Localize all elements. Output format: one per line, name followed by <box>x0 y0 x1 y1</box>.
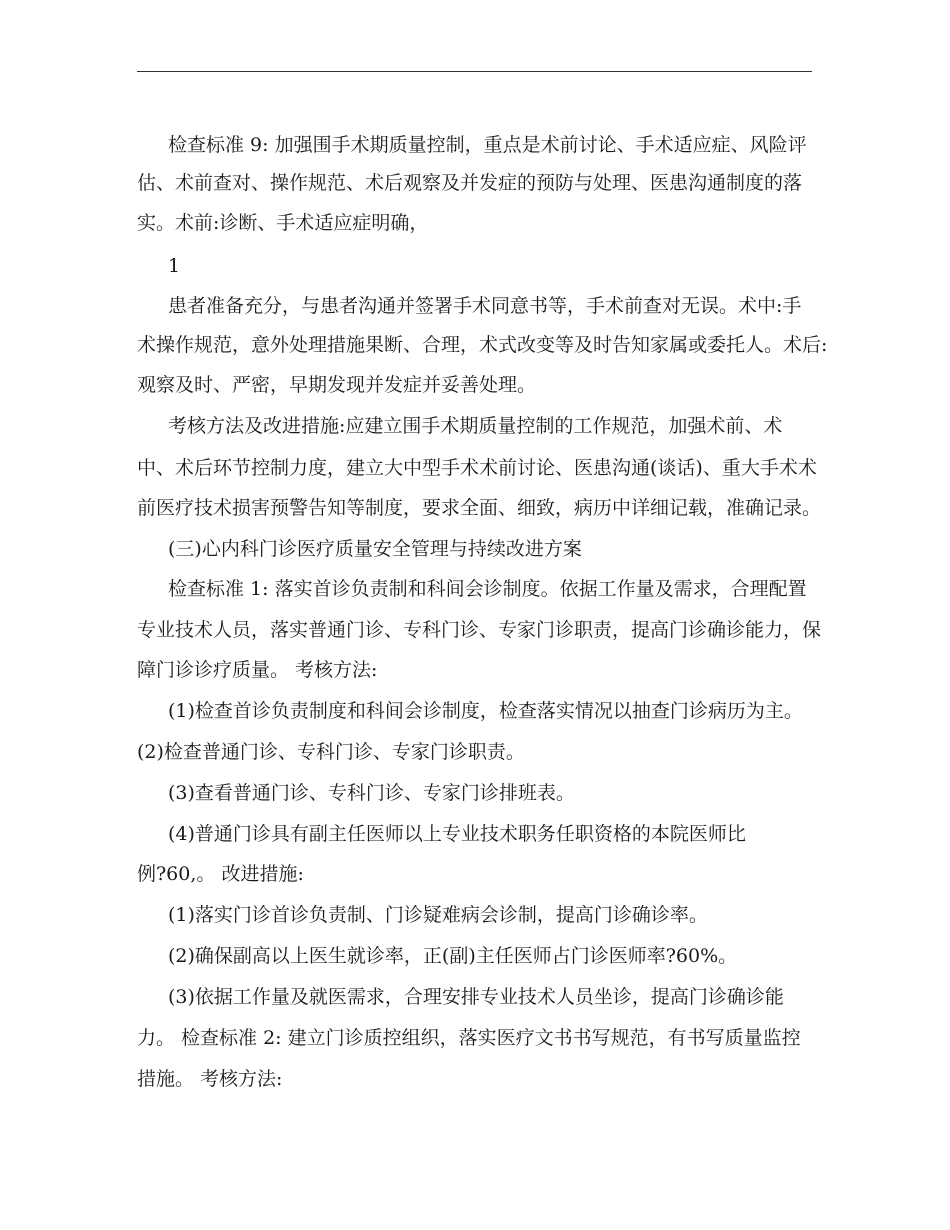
text-line: 专业技术人员，落实普通门诊、专科门诊、专家门诊职责，提高门诊确诊能力，保 <box>137 619 822 641</box>
text-line: 前医疗技术损害预警告知等制度，要求全面、细致，病历中详细记载，准确记录。 <box>137 497 822 519</box>
list-item: (3)查看普通门诊、专科门诊、专家门诊排班表。 <box>168 782 575 804</box>
text-line: 例?60,。 改进措施: <box>137 863 304 885</box>
text-line: 估、术前查对、操作规范、术后观察及并发症的预防与处理、医患沟通制度的落 <box>137 172 803 194</box>
text-line: 患者准备充分，与患者沟通并签署手术同意书等，手术前查对无误。术中:手 <box>168 295 802 317</box>
text-line: 检查标准 1: 落实首诊负责制和科间会诊制度。依据工作量及需求，合理配置 <box>168 578 807 600</box>
text-line: 中、术后环节控制力度，建立大中型手术术前讨论、医患沟通(谈话)、重大手术术 <box>137 457 817 479</box>
list-item: (1)落实门诊首诊负责制、门诊疑难病会诊制，提高门诊确诊率。 <box>168 904 708 926</box>
list-item: (3)依据工作量及就医需求，合理安排专业技术人员坐诊，提高门诊确诊能 <box>168 986 784 1008</box>
text-line: 措施。 考核方法: <box>137 1068 283 1090</box>
text-line: 实。术前:诊断、手术适应症明确， <box>137 212 429 234</box>
page-number: 1 <box>168 255 181 277</box>
section-heading: (三)心内科门诊医疗质量安全管理与持续改进方案 <box>168 538 582 560</box>
text-line: 力。 检查标准 2: 建立门诊质控组织，落实医疗文书书写规范，有书写质量监控 <box>137 1027 801 1049</box>
text-line: 术操作规范，意外处理措施果断、合理，术式改变等及时告知家属或委托人。术后: <box>137 334 828 356</box>
header-rule <box>137 71 812 72</box>
text-line: 障门诊诊疗质量。 考核方法: <box>137 659 378 681</box>
text-line: 考核方法及改进措施:应建立围手术期质量控制的工作规范，加强术前、术 <box>168 415 783 437</box>
text-line: 检查标准 9: 加强围手术期质量控制，重点是术前讨论、手术适应症、风险评 <box>168 134 807 156</box>
list-item: (2)检查普通门诊、专科门诊、专家门诊职责。 <box>137 741 525 763</box>
list-item: (4)普通门诊具有副主任医师以上专业技术职务任职资格的本院医师比 <box>168 823 746 845</box>
list-item: (1)检查首诊负责制度和科间会诊制度，检查落实情况以抽查门诊病历为主。 <box>168 700 803 722</box>
list-item: (2)确保副高以上医生就诊率，正(副)主任医师占门诊医师率?60%。 <box>168 945 738 967</box>
text-line: 观察及时、严密，早期发现并发症并妥善处理。 <box>137 374 537 396</box>
